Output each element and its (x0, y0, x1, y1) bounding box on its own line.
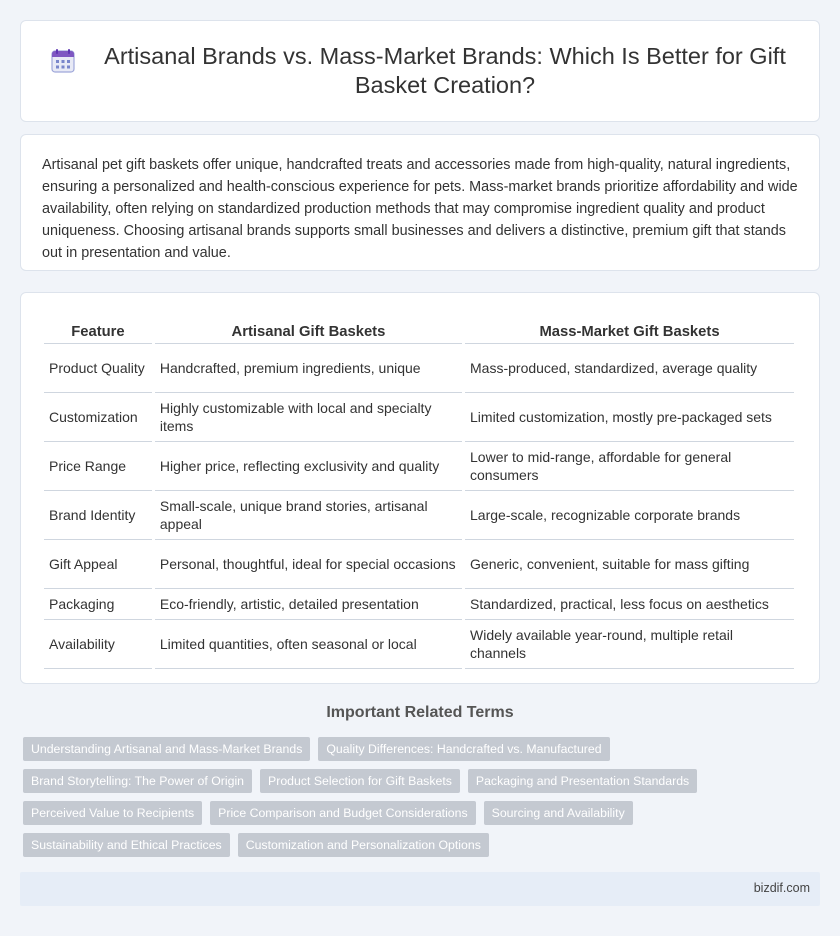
related-term-tag[interactable]: Customization and Personalization Options (238, 833, 489, 857)
table-cell-mass-market: Generic, convenient, suitable for mass gifting (465, 540, 794, 589)
table-cell-artisanal: Small-scale, unique brand stories, artisanal appeal (155, 491, 462, 540)
comparison-table (41, 314, 797, 669)
table-cell-feature: Customization (44, 393, 152, 442)
table-cell-feature: Product Quality (44, 344, 152, 393)
table-cell-feature: Availability (44, 620, 152, 669)
intro-text: Artisanal pet gift baskets offer unique, handcrafted treats and accessories made from high-quality, natural ingredients, ensuring a personalized and health-conscious experience for pets. Mass-market brands prioritize affordability and wide availability, often relying on standardized production methods that may compromise ingredient quality and product uniqueness. Choosing artisanal brands supports small businesses and delivers a distinctive, premium gift that stands out in presentation and value. (42, 157, 798, 261)
table-cell-mass-market: Limited customization, mostly pre-packaged sets (465, 393, 794, 442)
related-term-tag[interactable]: Understanding Artisanal and Mass-Market Brands (23, 737, 310, 761)
table-row (44, 540, 794, 589)
related-term-tag[interactable]: Sourcing and Availability (484, 801, 633, 825)
table-cell-mass-market: Lower to mid-range, affordable for general consumers (465, 442, 794, 491)
tag-row (23, 737, 803, 761)
table-header-row (44, 314, 794, 344)
table-row (44, 442, 794, 491)
table-row (44, 344, 794, 393)
related-term-tag[interactable]: Product Selection for Gift Baskets (260, 769, 460, 793)
intro-card (20, 134, 820, 271)
table-cell-mass-market: Standardized, practical, less focus on aesthetics (465, 589, 794, 620)
comparison-table-card (20, 292, 820, 684)
table-cell-feature: Packaging (44, 589, 152, 620)
table-cell-artisanal: Limited quantities, often seasonal or local (155, 620, 462, 669)
table-cell-feature: Gift Appeal (44, 540, 152, 589)
header-feature: Feature (44, 314, 152, 344)
table-row (44, 589, 794, 620)
table-row (44, 620, 794, 669)
title-card (20, 20, 820, 122)
related-terms-heading: Important Related Terms (326, 704, 514, 721)
calendar-icon (50, 48, 76, 74)
related-term-tag[interactable]: Brand Storytelling: The Power of Origin (23, 769, 252, 793)
footer-brand[interactable]: bizdif.com (753, 881, 810, 895)
table-cell-artisanal: Eco-friendly, artistic, detailed presentation (155, 589, 462, 620)
tag-row (23, 833, 803, 857)
footer (20, 872, 820, 906)
related-term-tag[interactable]: Quality Differences: Handcrafted vs. Manufactured (318, 737, 609, 761)
page-title: Artisanal Brands vs. Mass-Market Brands: Which Is Better for Gift Basket Creation? (104, 43, 786, 98)
table-cell-mass-market: Widely available year-round, multiple retail channels (465, 620, 794, 669)
table-row (44, 393, 794, 442)
header-artisanal: Artisanal Gift Baskets (155, 314, 462, 344)
related-term-tag[interactable]: Packaging and Presentation Standards (468, 769, 697, 793)
tag-row (23, 769, 803, 793)
table-row (44, 491, 794, 540)
related-term-tag[interactable]: Price Comparison and Budget Considerations (210, 801, 476, 825)
tag-row (23, 801, 803, 825)
table-cell-artisanal: Higher price, reflecting exclusivity and quality (155, 442, 462, 491)
related-term-tag[interactable]: Sustainability and Ethical Practices (23, 833, 230, 857)
related-terms-tags (23, 737, 803, 865)
title-wrap (50, 42, 790, 100)
table-cell-artisanal: Highly customizable with local and specialty items (155, 393, 462, 442)
table-cell-mass-market: Large-scale, recognizable corporate brands (465, 491, 794, 540)
related-term-tag[interactable]: Perceived Value to Recipients (23, 801, 202, 825)
table-cell-artisanal: Personal, thoughtful, ideal for special occasions (155, 540, 462, 589)
table-cell-feature: Brand Identity (44, 491, 152, 540)
table-cell-mass-market: Mass-produced, standardized, average quality (465, 344, 794, 393)
table-cell-artisanal: Handcrafted, premium ingredients, unique (155, 344, 462, 393)
header-mass-market: Mass-Market Gift Baskets (465, 314, 794, 344)
table-cell-feature: Price Range (44, 442, 152, 491)
